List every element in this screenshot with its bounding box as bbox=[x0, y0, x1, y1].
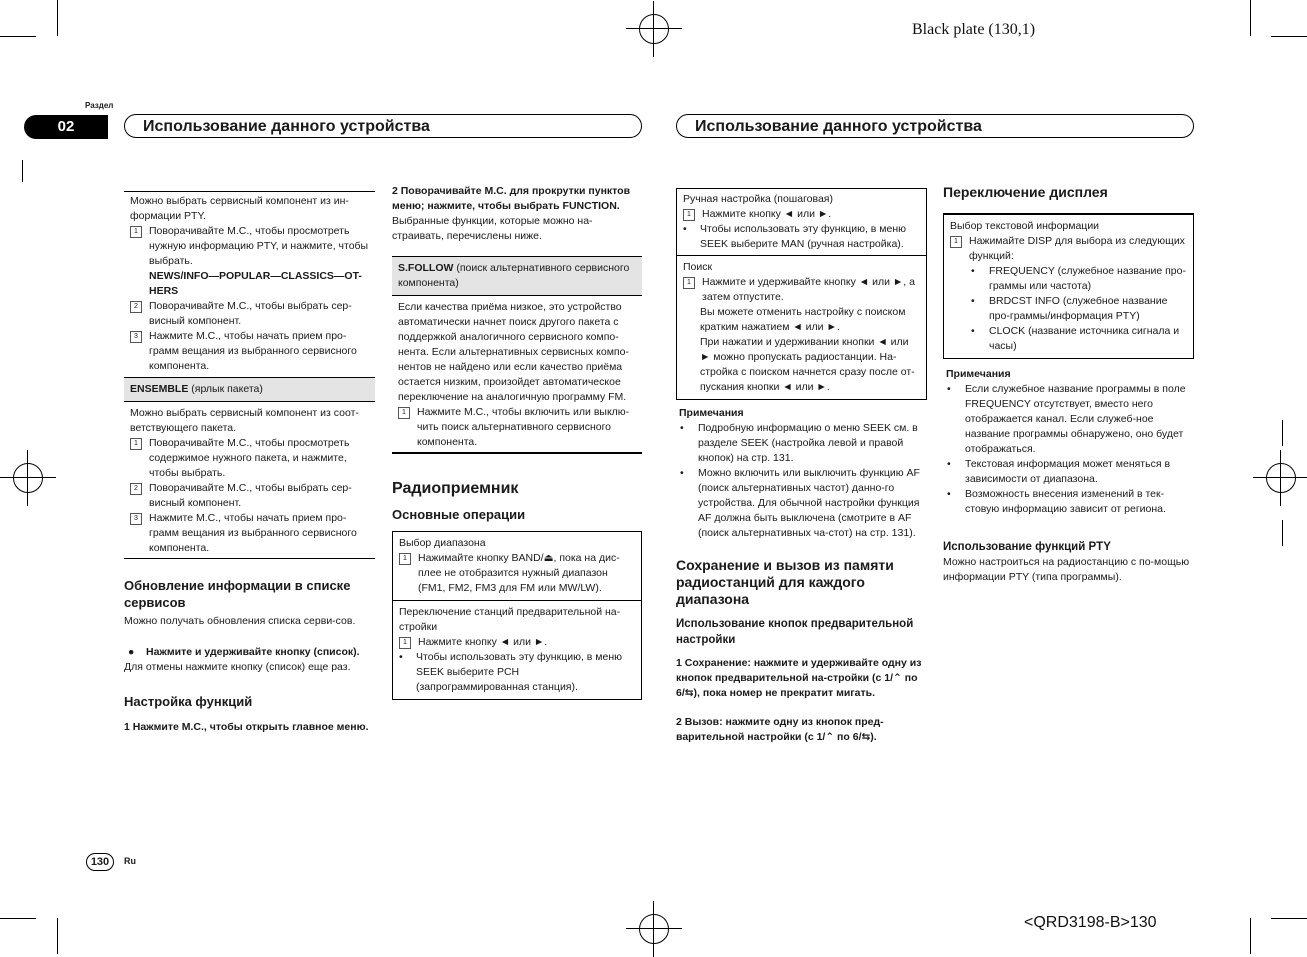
plate-label: Black plate (130,1) bbox=[912, 21, 1036, 38]
registration-mark bbox=[639, 14, 669, 44]
section-number: 02 bbox=[24, 115, 108, 139]
crop-mark bbox=[1250, 0, 1251, 36]
paragraph: Если качества приёма низкое, это устройство автоматически начнет поиск другого пакета с поддержкой аналогичного сервисного компо-нента. Если альтернативных сервисных компо-нентов не найдено или если качество приёма остается низким, произойдет автоматическое переключение на аналогичную программу FM. bbox=[398, 301, 629, 403]
bullet-item: • Чтобы использовать эту функцию, в меню SEEK выберите PCH (запрограммированная станция). bbox=[399, 651, 623, 693]
box-title: Ручная настройка (пошаговая) bbox=[683, 193, 833, 205]
page-header-right: Использование данного устройства bbox=[676, 114, 1194, 138]
side-mark bbox=[22, 160, 23, 182]
subsection-title: Использование кнопок предварительной настройки bbox=[676, 618, 914, 646]
registration-mark bbox=[1266, 463, 1296, 493]
language-code: Ru bbox=[124, 856, 136, 866]
step-item: 1 Нажмите и удерживайте кнопку ◄ или ►, а затем отпустите. bbox=[683, 275, 920, 305]
paragraph: Для отмены нажмите кнопку (список) еще раз. bbox=[124, 661, 351, 673]
registration-mark bbox=[639, 914, 669, 944]
box-title: Выбор диапазона bbox=[399, 537, 486, 549]
crop-mark bbox=[0, 36, 36, 37]
step-heading: 1 Нажмите M.C., чтобы открыть главное меню. bbox=[124, 721, 369, 733]
step-item: 3 Нажмите M.C., чтобы начать прием про-грамм вещания из выбранного сервисного компонента. bbox=[130, 511, 369, 556]
step-item: 2 Поворачивайте M.C., чтобы выбрать сер-висный компонент. bbox=[130, 481, 369, 511]
bullet-item: • Чтобы использовать эту функцию, в меню SEEK выберите MAN (ручная настройка). bbox=[683, 223, 907, 250]
crop-mark bbox=[1271, 918, 1307, 919]
note-item: • Можно включить или выключить функцию AF (поиск альтернативных частот) данно-го устройства. Для обычной настройки функция AF должна быть выключена (смотрите в AF (поиск альтернативных ча-стот) на стр. 131). bbox=[680, 467, 920, 539]
subsection-title: Основные операции bbox=[392, 507, 526, 522]
function-item: • BRDCST INFO (служебное название про-граммы/информация PTY) bbox=[971, 295, 1168, 322]
box-title: Переключение станций предварительной на-стройки bbox=[399, 606, 621, 633]
column-1 bbox=[124, 191, 375, 735]
section-title: Радиоприемник bbox=[392, 480, 519, 497]
notes-title: Примечания bbox=[946, 368, 1011, 380]
section-title: Настройка функций bbox=[124, 694, 253, 709]
ensemble-header: ENSEMBLE (ярлык пакета) bbox=[124, 377, 375, 402]
column-2 bbox=[392, 184, 642, 700]
step-item: 3 Нажмите M.C., чтобы начать прием про-грамм вещания из выбранного сервисного компонента. bbox=[130, 329, 369, 374]
document-code: <QRD3198-B>130 bbox=[1024, 914, 1157, 931]
note-item: • Возможность внесения изменений в тек-стовую информацию зависит от региона. bbox=[947, 488, 1166, 515]
step-item: 1 Нажмите кнопку ◄ или ►. bbox=[399, 635, 635, 650]
box-title: Поиск bbox=[683, 261, 713, 273]
step-item: 1 Поворачивайте M.C., чтобы просмотреть содержимое нужного пакета, и нажмите, чтобы выбрать. bbox=[130, 436, 369, 481]
step-item: 1 Нажимайте кнопку BAND/⏏, пока на дис-плее не отобразится нужный диапазон (FM1, FM2, FM3 для FM или MW/LW). bbox=[399, 551, 635, 596]
paragraph: Можно выбрать сервисный компонент из соот-ветствующего пакета. bbox=[130, 407, 359, 434]
pty-list: NEWS/INFO—POPULAR—CLASSICS—OT-HERS bbox=[149, 270, 362, 297]
function-item: • CLOCK (название источника сигнала и часы) bbox=[971, 325, 1180, 352]
column-3 bbox=[676, 188, 927, 745]
step-heading: 2 Вызов: нажмите одну из кнопок пред-варительной настройки (с 1/⌃ по 6/⇆). bbox=[676, 716, 884, 743]
side-mark bbox=[1282, 420, 1283, 446]
step-heading: 1 Сохранение: нажмите и удерживайте одну из кнопок предварительной на-стройки (с 1/⌃ по 6/⇆), пока номер не прекратит мигать. bbox=[676, 657, 922, 699]
note-item: • Текстовая информация может меняться в зависимости от диапазона. bbox=[947, 458, 1171, 485]
step-heading: 2 Поворачивайте M.C. для прокрутки пунктов меню; нажмите, чтобы выбрать FUNCTION. bbox=[392, 185, 631, 212]
step-item: 1 Поворачивайте M.C., чтобы просмотреть нужную информацию PTY, и нажмите, чтобы выбрать. bbox=[130, 224, 369, 269]
section-title: Сохранение и вызов из памяти радиостанций для каждого диапазона bbox=[676, 557, 894, 607]
function-item: • FREQUENCY (служебное название про-граммы или частота) bbox=[971, 265, 1186, 292]
section-label: Раздел bbox=[85, 101, 114, 110]
crop-mark bbox=[57, 918, 58, 954]
step-item: 1 Нажмите кнопку ◄ или ►. bbox=[683, 207, 920, 222]
paragraph: Можно получать обновления списка серви-сов. bbox=[124, 615, 356, 627]
step-item: 1 Нажимайте DISP для выбора из следующих функций: bbox=[950, 234, 1187, 264]
page-number: 130 bbox=[86, 853, 114, 871]
paragraph: Можно настроиться на радиостанцию с по-мощью информации PTY (типа программы). bbox=[943, 556, 1190, 583]
crop-mark bbox=[57, 0, 58, 36]
column-4 bbox=[943, 184, 1194, 585]
section-title: Обновление информации в списке сервисов bbox=[124, 578, 351, 610]
step-item: 2 Поворачивайте M.C., чтобы выбрать сер-висный компонент. bbox=[130, 299, 369, 329]
paragraph: При нажатии и удерживании кнопки ◄ или ► можно пропускать радиостанции. На-стройка с поиском начнется сразу после от-пускания кнопки ◄ или ►. bbox=[700, 336, 915, 393]
crop-mark bbox=[0, 918, 36, 919]
notes-title: Примечания bbox=[679, 407, 744, 419]
subsection-title: Использование функций PTY bbox=[943, 541, 1111, 553]
section-title: Переключение дисплея bbox=[943, 184, 1108, 200]
registration-mark bbox=[13, 463, 43, 493]
note-item: • Если служебное название программы в поле FREQUENCY отсутствует, вместо него отображается канал. Если служеб-ное название программы обнаружено, оно будет отображаться. bbox=[947, 383, 1186, 455]
box-title: Выбор текстовой информации bbox=[950, 220, 1100, 232]
page-header-left: Использование данного устройства bbox=[124, 114, 642, 138]
paragraph: Можно выбрать сервисный компонент из ин-формации PTY. bbox=[130, 195, 349, 222]
side-mark bbox=[1282, 520, 1283, 546]
note-item: • Подробную информацию о меню SEEK см. в разделе SEEK (настройка левой и правой кнопок) на стр. 131. bbox=[680, 422, 918, 464]
step-item: 1 Нажмите M.C., чтобы включить или выклю-чить поиск альтернативного сервисного компонента. bbox=[398, 405, 636, 450]
bullet-step: ● Нажмите и удерживайте кнопку (список). bbox=[128, 646, 360, 658]
crop-mark bbox=[1271, 36, 1307, 37]
crop-mark bbox=[1250, 918, 1251, 954]
sfollow-header: S.FOLLOW (поиск альтернативного сервисного компонента) bbox=[392, 257, 642, 296]
paragraph: Выбранные функции, которые можно на-страивать, перечислены ниже. bbox=[392, 215, 593, 242]
paragraph: Вы можете отменить настройку с поиском кратким нажатием ◄ или ►. bbox=[700, 306, 906, 333]
